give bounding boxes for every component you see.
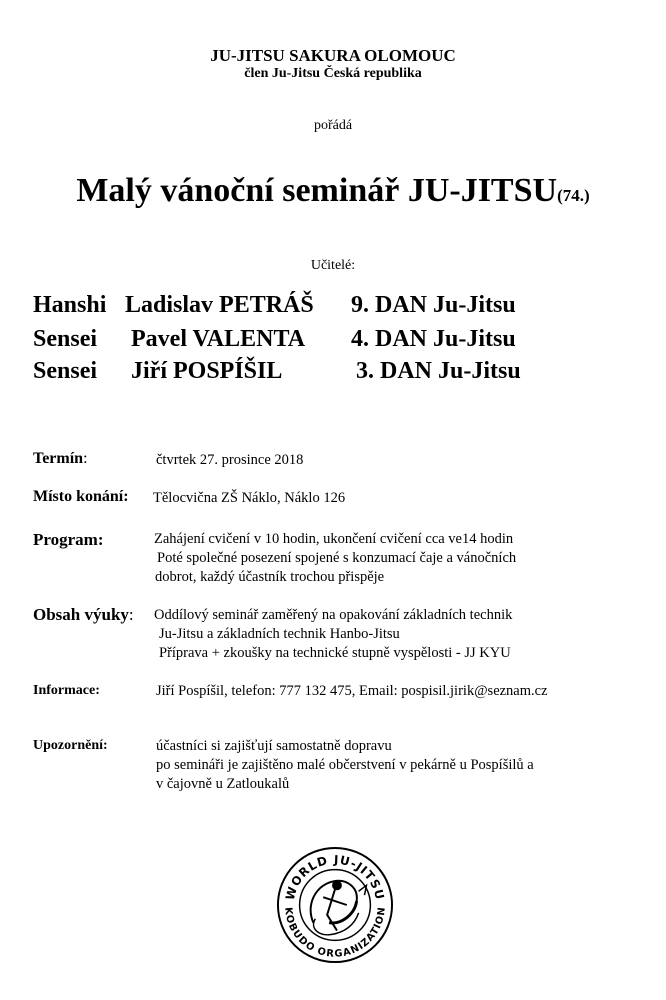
teacher-1-name: Ladislav PETRÁŠ <box>125 292 314 318</box>
content-label: Obsah výuky: <box>33 605 134 624</box>
notice-line-1: účastníci si zajišťují samostatně dopravu <box>156 738 392 754</box>
program-line-2: Poté společné posezení spojené s konzumací čaje a vánočních <box>157 550 517 566</box>
notice-line-3: v čajovně u Zatloukalů <box>156 776 290 792</box>
organizer-name: JU-JITSU SAKURA OLOMOUC <box>210 46 456 65</box>
term-value: čtvrtek 27. prosince 2018 <box>156 452 304 468</box>
notice-label: Upozornění: <box>33 738 108 753</box>
program-line-1: Zahájení cvičení v 10 hodin, ukončení cvičení cca ve14 hodin <box>154 531 514 547</box>
logo-top-text: WORLD JU-JITSU <box>282 852 388 902</box>
venue-label: Místo konání: <box>33 488 129 505</box>
membership-line: člen Ju-Jitsu Česká republika <box>244 66 422 81</box>
teacher-3-grade: 3. DAN Ju-Jitsu <box>356 358 521 384</box>
notice-line-2: po semináři je zajištěno malé občerstvení v pekárně u Pospíšilů a <box>156 757 534 773</box>
program-label: Program: <box>33 530 104 549</box>
wjjko-logo-emblem <box>276 846 394 964</box>
seminar-title <box>0 172 666 210</box>
teacher-1-title: Hanshi <box>33 292 107 318</box>
teacher-3-name: Jiří POSPÍŠIL <box>131 358 283 384</box>
venue-value: Tělocvična ZŠ Náklo, Náklo 126 <box>153 490 346 506</box>
term-label: Termín: <box>33 450 88 467</box>
dragon-fighter-icon <box>311 881 367 935</box>
teacher-3-title: Sensei <box>33 358 98 384</box>
teacher-2-name: Pavel VALENTA <box>131 326 306 352</box>
seminar-number: (74.) <box>557 186 590 205</box>
program-line-3: dobrot, každý účastník trochou přispěje <box>155 569 385 585</box>
contact-label: Informace: <box>33 683 100 698</box>
logo-bottom-text: KOBUDO ORGANIZATION <box>282 906 388 960</box>
teachers-heading: Učitelé: <box>310 258 356 273</box>
contact-value: Jiří Pospíšil, telefon: 777 132 475, Email: pospisil.jirik@seznam.cz <box>156 683 548 699</box>
content-line-3: Příprava + zkoušky na technické stupně vyspělosti - JJ KYU <box>159 645 511 661</box>
content-line-1: Oddílový seminář zaměřený na opakování základních technik <box>154 607 513 623</box>
content-line-2: Ju-Jitsu a základních technik Hanbo-Jitsu <box>159 626 400 642</box>
seminar-title-main: Malý vánoční seminář JU-JITSU <box>76 172 558 209</box>
teacher-2-title: Sensei <box>33 326 98 352</box>
presents-label: pořádá <box>313 118 353 133</box>
teacher-1-grade: 9. DAN Ju-Jitsu <box>351 292 516 318</box>
teacher-2-grade: 4. DAN Ju-Jitsu <box>351 326 516 352</box>
